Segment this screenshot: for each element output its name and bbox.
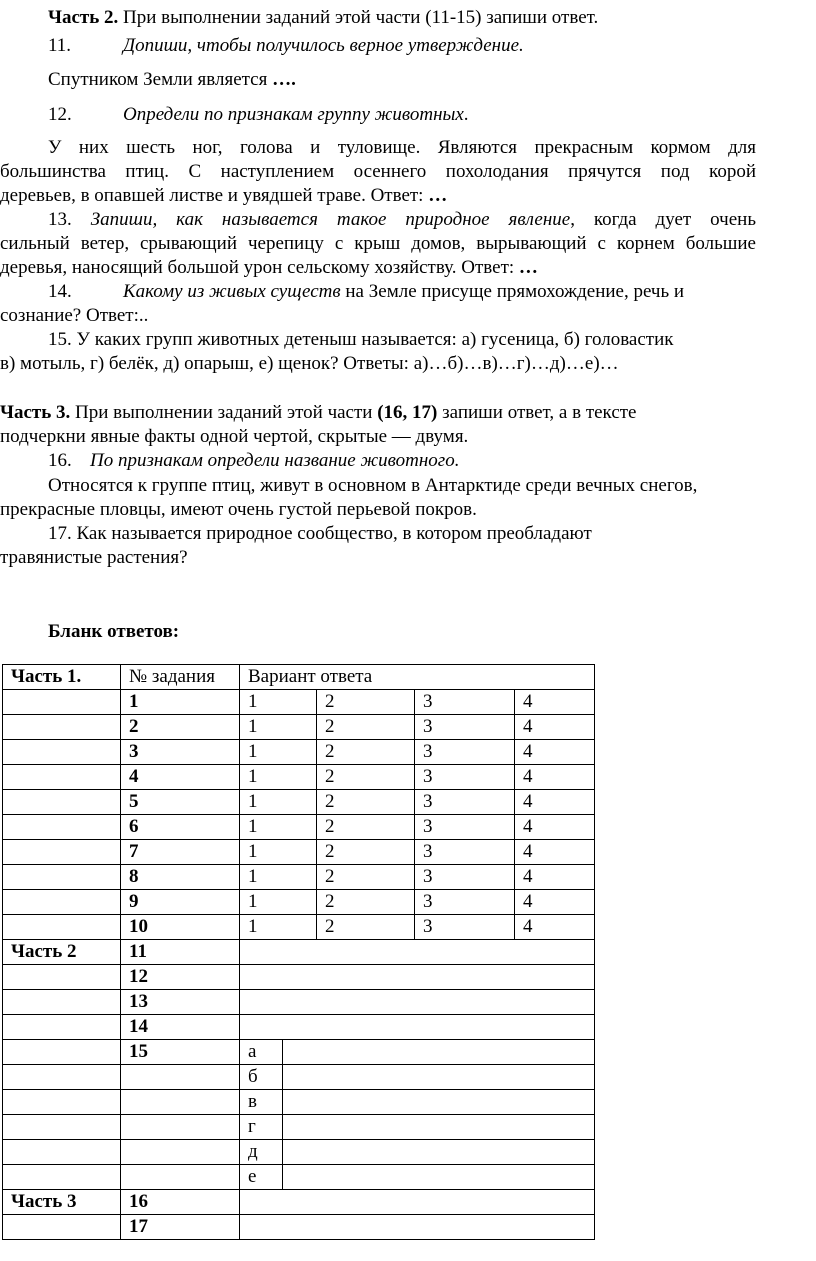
option-cell: 1: [240, 840, 317, 865]
part-cell: [3, 1140, 121, 1165]
header-task-no: № задания: [121, 665, 240, 690]
task-number-cell: 2: [121, 715, 240, 740]
answer-row-task-11: [3, 940, 595, 965]
answer-row-task-5: [3, 790, 595, 815]
task-number-cell: 6: [121, 815, 240, 840]
option-cell: 4: [515, 715, 595, 740]
q14-line1-end: на Земле присуще прямохождение, речь и: [340, 281, 685, 302]
part3-title: Часть 3.: [0, 402, 71, 423]
answer-row-task-2: [3, 715, 595, 740]
part-cell: [3, 1215, 121, 1240]
part-cell: [3, 1040, 121, 1065]
answer-input-cell: [283, 1140, 595, 1165]
q15-letter-cell: в: [240, 1090, 283, 1115]
answer-row-task-10: [3, 915, 595, 940]
q14-line1: [48, 280, 684, 305]
answer-input-cell: [283, 1040, 595, 1065]
option-cell: 3: [415, 715, 515, 740]
option-cell: 4: [515, 815, 595, 840]
answer-input-cell: [240, 1215, 595, 1240]
part3-heading: [0, 401, 637, 426]
q12-line1: У них шесть ног, голова и туловище. Являются прекрасным кормом для: [48, 137, 756, 158]
q13-line3-text: деревья, наносящий большой урон сельскому хозяйству. Ответ:: [0, 257, 519, 278]
task-number-cell: 16: [121, 1190, 240, 1215]
q15-letter-cell: д: [240, 1140, 283, 1165]
part-cell: [3, 890, 121, 915]
q11-dots: ….: [272, 69, 296, 90]
part2-heading: [48, 6, 598, 31]
answer-row-task-13: [3, 990, 595, 1015]
option-cell: 4: [515, 915, 595, 940]
answer-row-task-14: [3, 1015, 595, 1040]
q13-line3: [0, 256, 538, 281]
part3-intro-line2: подчеркни явные факты одной чертой, скрытые — двумя.: [0, 426, 469, 447]
part-cell: [3, 690, 121, 715]
q11-instruction: Допиши, чтобы получилось верное утверждение.: [123, 35, 524, 56]
answer-input-cell: [283, 1090, 595, 1115]
option-cell: 4: [515, 790, 595, 815]
task-number-cell: 8: [121, 865, 240, 890]
part-cell: [3, 1090, 121, 1115]
answer-row-task-6: [3, 815, 595, 840]
answer-row-task-15: [3, 1040, 595, 1065]
task-number-cell: 11: [121, 940, 240, 965]
answer-row-task-12: [3, 965, 595, 990]
answer-input-cell: [283, 1165, 595, 1190]
q13-instruction: Запиши, как называется такое природное явление: [90, 209, 571, 230]
part3-intro-bold: (16, 17): [377, 402, 438, 423]
option-cell: 3: [415, 765, 515, 790]
task-number-cell: [121, 1165, 240, 1190]
option-cell: 2: [317, 740, 415, 765]
part-cell: [3, 1165, 121, 1190]
task-number-cell: 17: [121, 1215, 240, 1240]
option-cell: 1: [240, 740, 317, 765]
answer-input-cell: [240, 940, 595, 965]
answer-row-task-17: [3, 1215, 595, 1240]
q12-instruction-end: .: [463, 104, 469, 125]
q15-letter-cell: б: [240, 1065, 283, 1090]
answer-input-cell: [240, 965, 595, 990]
part-cell: [3, 915, 121, 940]
q17-line2: травянистые растения?: [0, 547, 188, 568]
task-number-cell: 13: [121, 990, 240, 1015]
option-cell: 1: [240, 715, 317, 740]
part-cell: [3, 965, 121, 990]
q16-line1: Относятся к группе птиц, живут в основном в Антарктиде среди вечных снегов,: [48, 475, 698, 496]
answer-row-task-1: [3, 690, 595, 715]
part-cell: [3, 815, 121, 840]
q12-number: 12.: [48, 104, 72, 125]
option-cell: 1: [240, 690, 317, 715]
part-cell: [3, 1015, 121, 1040]
q11-number: 11.: [48, 35, 72, 56]
answer-row-task-16: [3, 1190, 595, 1215]
part-cell: [3, 740, 121, 765]
option-cell: 4: [515, 690, 595, 715]
q11-text: Спутником Земли является: [48, 69, 273, 90]
part-cell: [3, 765, 121, 790]
part3-intro-a: При выполнении заданий этой части: [70, 402, 378, 423]
option-cell: 2: [317, 790, 415, 815]
answer-row-q15-2: [3, 1090, 595, 1115]
part-cell: [3, 1065, 121, 1090]
q12-instruction: Определи по признакам группу животных: [123, 104, 464, 125]
q13-number: 13.: [48, 209, 91, 230]
q15-letter-cell: г: [240, 1115, 283, 1140]
answer-row-q15-5: [3, 1165, 595, 1190]
q16-instruction: По признакам определи название животного.: [90, 450, 460, 471]
part3-label-cell: Часть 3: [3, 1190, 121, 1215]
q12-line2: большинства птиц. С наступлением осеннего похолодания прячутся под корой: [0, 161, 756, 182]
part-cell: [3, 865, 121, 890]
q17-line1: 17. Как называется природное сообщество, в котором преобладают: [48, 523, 592, 544]
task-number-cell: 1: [121, 690, 240, 715]
option-cell: 3: [415, 815, 515, 840]
answer-row-q15-4: [3, 1140, 595, 1165]
option-cell: 1: [240, 815, 317, 840]
q15-letter-cell: а: [240, 1040, 283, 1065]
option-cell: 2: [317, 765, 415, 790]
header-variant: Вариант ответа: [240, 665, 595, 690]
q14-line2: сознание? Ответ:..: [0, 305, 149, 326]
option-cell: 4: [515, 765, 595, 790]
answer-input-cell: [283, 1065, 595, 1090]
q14-number: 14.: [48, 281, 72, 302]
part-cell: [3, 1115, 121, 1140]
part2-title: Часть 2.: [48, 7, 119, 28]
q13-line1: [48, 208, 756, 233]
answer-row-task-3: [3, 740, 595, 765]
task-number-cell: 4: [121, 765, 240, 790]
header-part: Часть 1.: [3, 665, 121, 690]
option-cell: 3: [415, 690, 515, 715]
option-cell: 4: [515, 740, 595, 765]
option-cell: 2: [317, 890, 415, 915]
option-cell: 3: [415, 915, 515, 940]
option-cell: 4: [515, 865, 595, 890]
task-number-cell: [121, 1090, 240, 1115]
option-cell: 3: [415, 890, 515, 915]
q12-instruction-line: [48, 103, 469, 128]
option-cell: 3: [415, 865, 515, 890]
part-cell: [3, 990, 121, 1015]
option-cell: 3: [415, 840, 515, 865]
option-cell: 1: [240, 790, 317, 815]
answer-table-header: [3, 665, 595, 690]
option-cell: 2: [317, 690, 415, 715]
task-number-cell: 10: [121, 915, 240, 940]
q13-line1-end: , когда дует очень: [570, 209, 756, 230]
q13-dots: …: [518, 257, 538, 278]
option-cell: 2: [317, 915, 415, 940]
task-number-cell: 14: [121, 1015, 240, 1040]
answer-row-q15-1: [3, 1065, 595, 1090]
option-cell: 1: [240, 865, 317, 890]
q13-line2: сильный ветер, срывающий черепицу с крыш домов, вырывающий с корнем большие: [0, 233, 756, 254]
part2-intro: При выполнении заданий этой части (11-15) запиши ответ.: [123, 7, 599, 28]
task-number-cell: 3: [121, 740, 240, 765]
option-cell: 2: [317, 715, 415, 740]
answer-input-cell: [240, 990, 595, 1015]
q15-line1: 15. У каких групп животных детеныш называется: а) гусеница, б) головастик: [48, 329, 674, 350]
option-cell: 3: [415, 740, 515, 765]
q15-line2: в) мотыль, г) белёк, д) опарыш, е) щенок? Ответы: а)…б)…в)…г)…д)…е)…: [0, 353, 619, 374]
task-number-cell: 12: [121, 965, 240, 990]
answer-table-body: [3, 665, 595, 1240]
task-number-cell: 5: [121, 790, 240, 815]
answer-input-cell: [240, 1190, 595, 1215]
task-number-cell: 9: [121, 890, 240, 915]
q12-line3: [0, 184, 447, 209]
answer-input-cell: [283, 1115, 595, 1140]
q16-instruction-line: [48, 449, 459, 474]
part-cell: [3, 840, 121, 865]
task-number-cell: [121, 1065, 240, 1090]
option-cell: 4: [515, 890, 595, 915]
option-cell: 1: [240, 765, 317, 790]
q11-instruction-line: [48, 34, 524, 59]
task-number-cell: 15: [121, 1040, 240, 1065]
option-cell: 2: [317, 840, 415, 865]
option-cell: 1: [240, 915, 317, 940]
q11-statement: [48, 68, 296, 93]
option-cell: 2: [317, 865, 415, 890]
answer-input-cell: [240, 1015, 595, 1040]
option-cell: 2: [317, 815, 415, 840]
q12-dots: …: [428, 185, 448, 206]
q16-line2: прекрасные пловцы, имеют очень густой перьевой покров.: [0, 499, 477, 520]
answer-row-task-9: [3, 890, 595, 915]
answer-row-task-4: [3, 765, 595, 790]
answer-sheet-title: Бланк ответов:: [48, 621, 180, 642]
option-cell: 3: [415, 790, 515, 815]
option-cell: 1: [240, 890, 317, 915]
option-cell: 4: [515, 840, 595, 865]
task-number-cell: 7: [121, 840, 240, 865]
q12-line3-text: деревьев, в опавшей листве и увядшей траве. Ответ:: [0, 185, 429, 206]
part3-intro-b: запиши ответ, а в тексте: [437, 402, 637, 423]
q15-letter-cell: е: [240, 1165, 283, 1190]
task-number-cell: [121, 1140, 240, 1165]
answer-row-q15-3: [3, 1115, 595, 1140]
answer-row-task-7: [3, 840, 595, 865]
task-number-cell: [121, 1115, 240, 1140]
part-cell: [3, 715, 121, 740]
answer-table: [2, 664, 595, 1240]
answer-row-task-8: [3, 865, 595, 890]
part-cell: [3, 790, 121, 815]
q14-instruction: Какому из живых существ: [123, 281, 341, 302]
part2-label-cell: Часть 2: [3, 940, 121, 965]
q16-number: 16.: [48, 450, 72, 471]
